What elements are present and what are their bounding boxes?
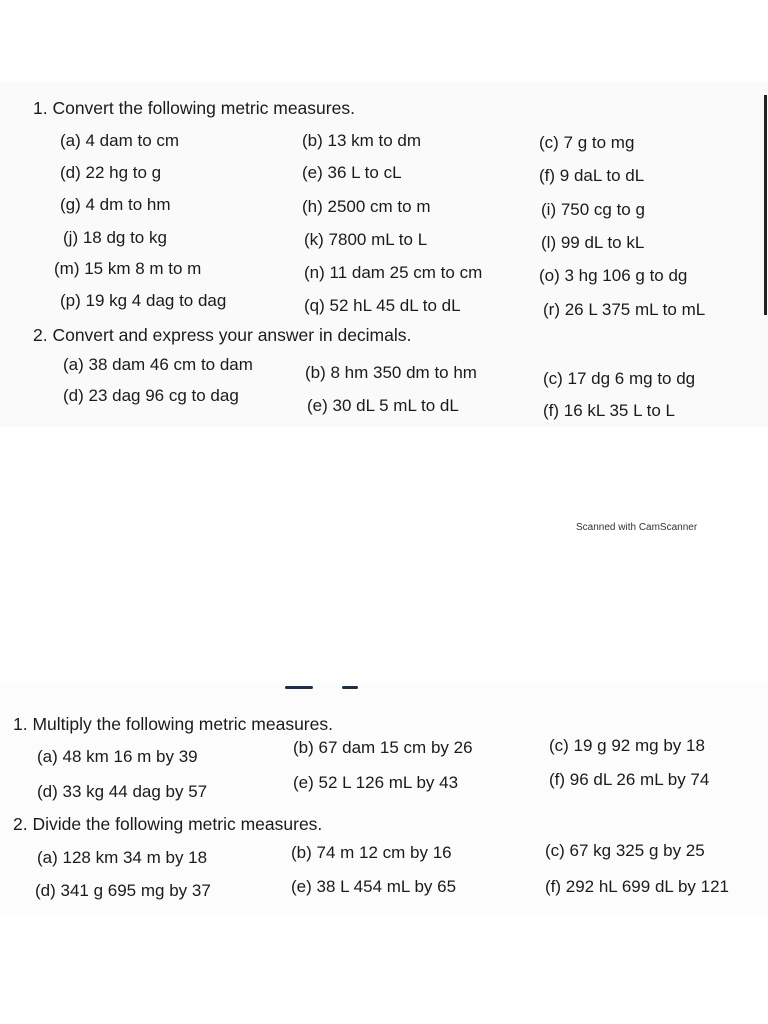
question-2-heading: 2. Convert and express your answer in decimals. bbox=[33, 325, 412, 345]
scan-page-edge bbox=[764, 95, 767, 315]
divide-item-f: (f) 292 hL 699 dL by 121 bbox=[545, 877, 729, 896]
divide-item-d: (d) 341 g 695 mg by 37 bbox=[35, 881, 211, 900]
q2-item-e: (e) 30 dL 5 mL to dL bbox=[307, 396, 459, 415]
q1-item-c: (c) 7 g to mg bbox=[539, 133, 635, 152]
multiply-item-f: (f) 96 dL 26 mL by 74 bbox=[549, 770, 710, 789]
q1-item-n: (n) 11 dam 25 cm to cm bbox=[304, 263, 483, 282]
q1-item-h: (h) 2500 cm to m bbox=[302, 197, 431, 216]
q2-item-d: (d) 23 dag 96 cg to dag bbox=[63, 386, 239, 405]
multiply-item-b: (b) 67 dam 15 cm by 26 bbox=[293, 738, 473, 757]
multiply-item-d: (d) 33 kg 44 dag by 57 bbox=[37, 782, 208, 801]
q1-item-r: (r) 26 L 375 mL to mL bbox=[543, 300, 706, 319]
q1-item-g: (g) 4 dm to hm bbox=[60, 195, 171, 214]
multiply-item-c: (c) 19 g 92 mg by 18 bbox=[549, 736, 705, 755]
decorative-dash bbox=[285, 686, 313, 689]
multiply-question-heading: 1. Multiply the following metric measures. bbox=[13, 714, 333, 734]
divide-question-heading: 2. Divide the following metric measures. bbox=[13, 814, 323, 834]
q1-item-q: (q) 52 hL 45 dL to dL bbox=[304, 296, 461, 315]
q2-item-a: (a) 38 dam 46 cm to dam bbox=[63, 355, 253, 374]
q2-item-b: (b) 8 hm 350 dm to hm bbox=[305, 363, 477, 382]
q1-item-i: (i) 750 cg to g bbox=[541, 200, 645, 219]
q1-item-j: (j) 18 dg to kg bbox=[63, 228, 167, 247]
q2-item-f: (f) 16 kL 35 L to L bbox=[543, 401, 675, 420]
q1-item-l: (l) 99 dL to kL bbox=[541, 233, 645, 252]
q1-item-p: (p) 19 kg 4 dag to dag bbox=[60, 291, 227, 310]
divide-item-b: (b) 74 m 12 cm by 16 bbox=[291, 843, 452, 862]
q1-item-d: (d) 22 hg to g bbox=[60, 163, 162, 182]
multiply-item-e: (e) 52 L 126 mL by 43 bbox=[293, 773, 459, 792]
multiply-item-a: (a) 48 km 16 m by 39 bbox=[37, 747, 198, 766]
q1-item-a: (a) 4 dam to cm bbox=[60, 131, 180, 150]
decorative-dash bbox=[342, 686, 358, 689]
q1-item-m: (m) 15 km 8 m to m bbox=[54, 259, 202, 278]
divide-item-a: (a) 128 km 34 m by 18 bbox=[37, 848, 208, 867]
q1-item-k: (k) 7800 mL to L bbox=[304, 230, 428, 249]
camscanner-watermark: Scanned with CamScanner bbox=[576, 522, 698, 533]
divide-item-c: (c) 67 kg 325 g by 25 bbox=[545, 841, 705, 860]
divide-item-e: (e) 38 L 454 mL by 65 bbox=[291, 877, 457, 896]
q1-item-f: (f) 9 daL to dL bbox=[539, 166, 645, 185]
q1-item-e: (e) 36 L to cL bbox=[302, 163, 402, 182]
question-1-heading: 1. Convert the following metric measures. bbox=[33, 98, 355, 118]
q1-item-b: (b) 13 km to dm bbox=[302, 131, 422, 150]
q1-item-o: (o) 3 hg 106 g to dg bbox=[539, 266, 688, 285]
q2-item-c: (c) 17 dg 6 mg to dg bbox=[543, 369, 696, 388]
